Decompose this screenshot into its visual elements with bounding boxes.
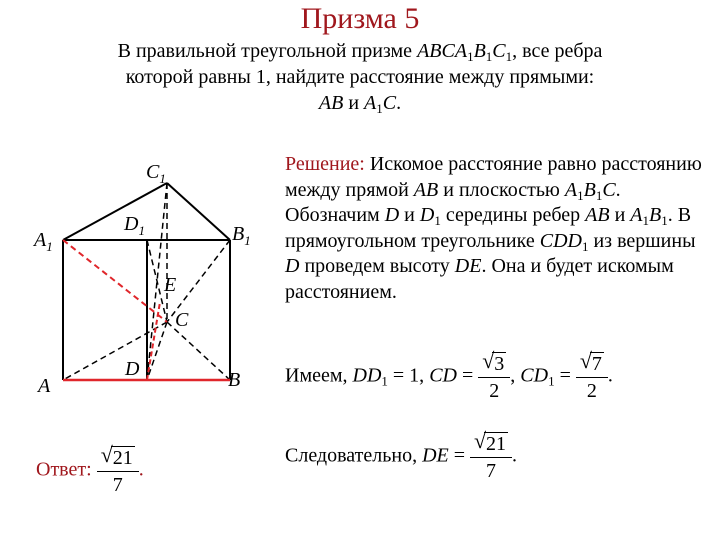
- fraction-CD1: √ 7 2: [576, 352, 608, 402]
- solution-text: Решение: Искомое расстояние равно расстоянию между прямой AB и плоскостью $A_1B_1C$. Обозначим D и $D_1$ середины ребер AB и $A_1B_1$. В прямоугольном треугольнике $CDD_1$ из вершины D проведем высоту DE. Она и будет искомым расстоянием.: [285, 153, 702, 303]
- label-B: B: [228, 369, 241, 391]
- label-E: E: [164, 274, 177, 296]
- solution-label: Решение:: [285, 153, 365, 175]
- label-A: A: [38, 375, 51, 397]
- problem-statement: В правильной треугольной призме $ABCA_1B_1C_1$, все ребра которой равны 1, найдите расстояние между прямыми: AB и $A_1C$.: [117, 40, 603, 116]
- prism-figure: [0, 140, 280, 410]
- conclusion-line: Следовательно, DE = √ 21 7 .: [285, 428, 518, 482]
- fraction-CD: √ 3 2: [478, 352, 510, 402]
- label-B1: $B_1$: [232, 223, 251, 248]
- label-D: D: [125, 358, 140, 380]
- answer-line: Ответ: √ 21 7 .: [36, 442, 144, 496]
- segment-A1C-highlight: [63, 240, 167, 322]
- label-D1: $D_1$: [124, 213, 145, 238]
- label-C: C: [175, 309, 189, 331]
- answer-label: Ответ:: [36, 458, 97, 481]
- edge-CD: [147, 322, 167, 380]
- label-C1: $C_1$: [146, 161, 166, 186]
- fraction-DE: √ 21 7: [470, 432, 512, 482]
- edge-B1C1: [167, 183, 230, 240]
- label-A1: $A_1$: [34, 229, 53, 254]
- given-values-line: Имеем, $DD_1 = 1$, CD = √ 3 2 , $CD_1$ = √ 7 2 .: [285, 348, 613, 402]
- edge-CA: [63, 322, 167, 380]
- slide-title: Призма 5: [300, 2, 420, 35]
- edge-A1C1: [63, 183, 167, 240]
- fraction-answer: √ 21 7: [97, 446, 139, 496]
